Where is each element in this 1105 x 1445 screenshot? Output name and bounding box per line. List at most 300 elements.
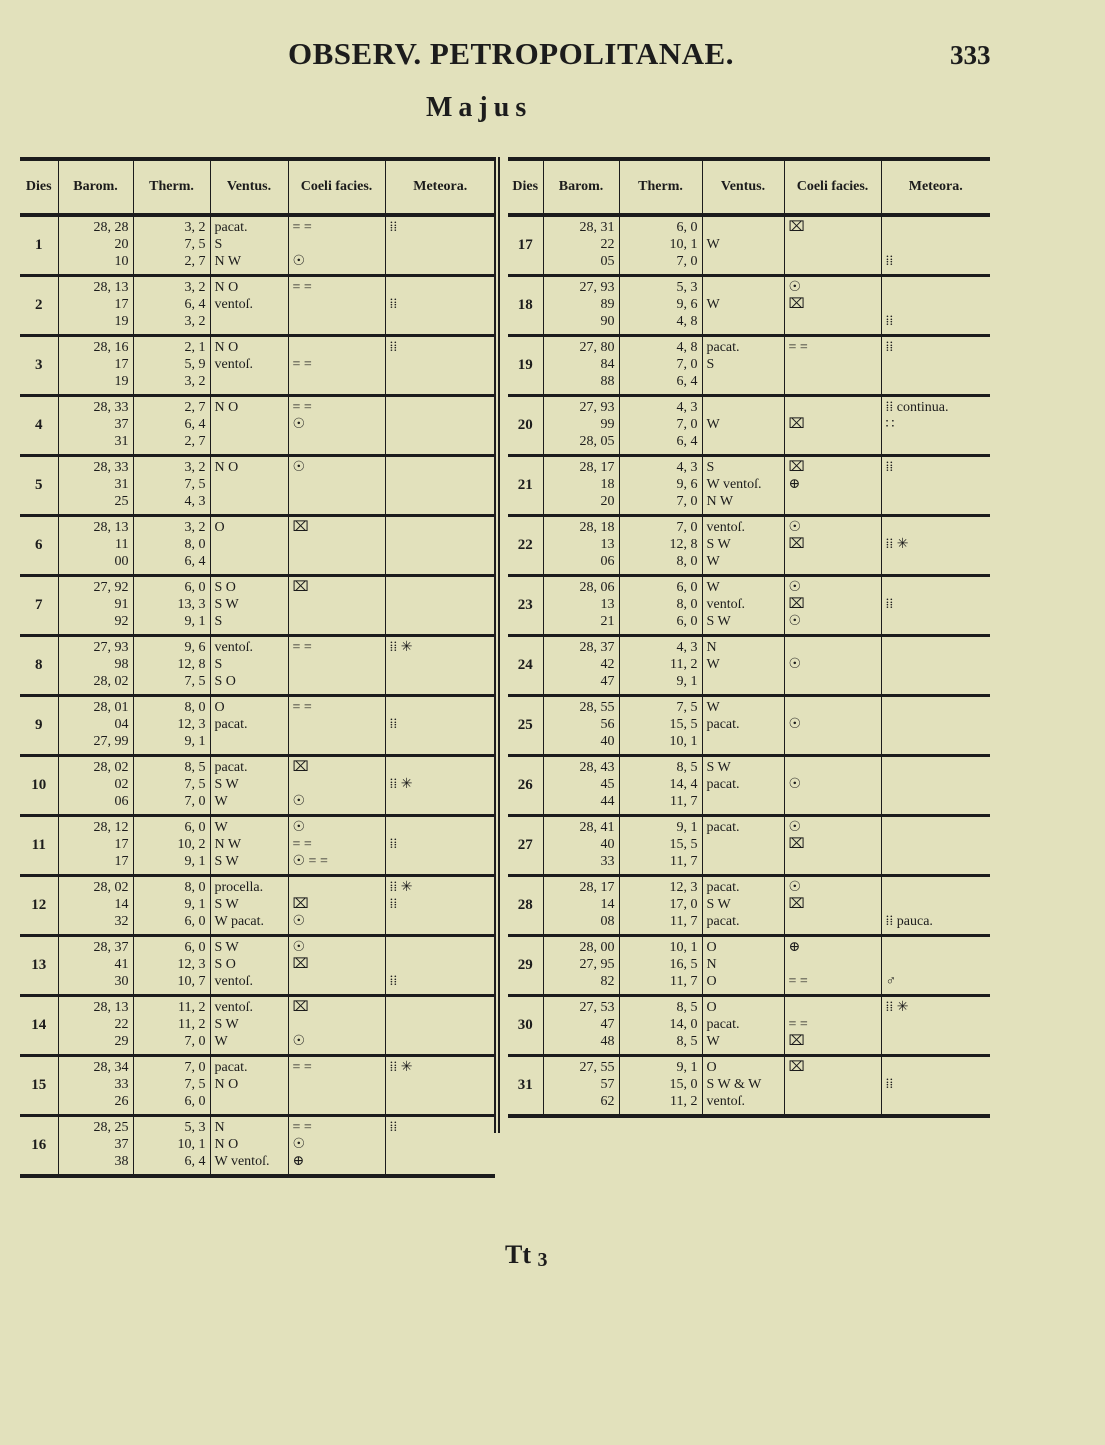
barom-reading: 10 xyxy=(114,254,129,269)
meteora-reading xyxy=(886,219,987,236)
day-number: 26 xyxy=(508,756,543,816)
coeli-reading: ☉ xyxy=(788,820,802,835)
meteora-reading xyxy=(390,579,492,596)
meteora-cell xyxy=(881,996,990,1056)
meteora-reading: ⁞⁞ ✳ xyxy=(389,640,413,655)
therm-reading: 8, 0 xyxy=(184,700,206,715)
col-barom: Barom. xyxy=(543,159,619,215)
meteora-reading xyxy=(390,733,492,750)
therm-reading: 8, 5 xyxy=(184,760,206,775)
meteora-reading: ⁞⁞ xyxy=(389,340,398,355)
coeli-reading: ⌧ xyxy=(788,897,805,912)
barom-reading: 28, 31 xyxy=(579,220,615,235)
day-number: 14 xyxy=(20,996,58,1056)
therm-reading: 9, 6 xyxy=(184,640,206,655)
barom-cell xyxy=(543,756,619,816)
coeli-cell xyxy=(288,816,385,876)
coeli-reading: ☉ xyxy=(292,417,306,432)
barom-cell xyxy=(543,636,619,696)
observation-table-left xyxy=(20,157,495,1178)
coeli-reading xyxy=(789,673,877,690)
therm-reading: 5, 3 xyxy=(676,280,698,295)
coeli-reading xyxy=(789,356,877,373)
barom-cell xyxy=(58,936,133,996)
therm-reading: 6, 0 xyxy=(184,940,206,955)
barom-reading: 25 xyxy=(114,494,129,509)
ventus-reading: pacat. xyxy=(706,880,740,895)
coeli-reading: ☉ xyxy=(292,460,306,475)
barom-cell xyxy=(58,456,133,516)
ventus-cell xyxy=(210,456,288,516)
therm-reading: 8, 0 xyxy=(184,880,206,895)
barom-reading: 04 xyxy=(114,717,129,732)
barom-cell xyxy=(58,1056,133,1116)
therm-reading: 2, 1 xyxy=(184,340,206,355)
therm-cell xyxy=(619,936,702,996)
ventus-reading: pacat. xyxy=(214,1060,248,1075)
therm-reading: 4, 3 xyxy=(676,400,698,415)
barom-cell xyxy=(543,215,619,276)
therm-reading: 9, 1 xyxy=(184,854,206,869)
day-number: 13 xyxy=(20,936,58,996)
meteora-reading xyxy=(886,1033,987,1050)
ventus-reading: W xyxy=(706,554,720,569)
ventus-reading: N xyxy=(706,640,717,655)
meteora-reading: ⁞⁞ xyxy=(885,254,894,269)
barom-reading: 27, 95 xyxy=(579,957,615,972)
coeli-reading xyxy=(789,1093,877,1110)
therm-reading: 6, 4 xyxy=(184,297,206,312)
meteora-reading xyxy=(886,579,987,596)
day-row xyxy=(20,636,495,696)
ventus-reading xyxy=(215,1093,284,1110)
coeli-cell xyxy=(288,215,385,276)
coeli-cell xyxy=(784,996,881,1056)
barom-reading: 27, 93 xyxy=(579,280,615,295)
day-row xyxy=(508,1056,990,1117)
meteora-reading xyxy=(390,656,492,673)
coeli-reading: ⌧ xyxy=(292,897,309,912)
barom-reading: 89 xyxy=(600,297,615,312)
meteora-reading xyxy=(390,1076,492,1093)
barom-reading: 13 xyxy=(600,537,615,552)
coeli-reading: ☉ xyxy=(788,280,802,295)
ventus-reading: W xyxy=(214,794,228,809)
coeli-reading: ☉ xyxy=(788,717,802,732)
col-coeli: Coeli facies. xyxy=(784,159,881,215)
ventus-cell xyxy=(702,276,784,336)
meteora-reading xyxy=(886,896,987,913)
meteora-reading xyxy=(390,399,492,416)
therm-reading: 6, 0 xyxy=(184,1094,206,1109)
therm-reading: 7, 0 xyxy=(676,494,698,509)
barom-reading: 28, 02 xyxy=(93,674,129,689)
meteora-cell xyxy=(385,936,495,996)
meteora-cell xyxy=(385,996,495,1056)
therm-cell xyxy=(619,576,702,636)
coeli-reading xyxy=(293,973,381,990)
meteora-reading xyxy=(886,639,987,656)
day-row xyxy=(20,276,495,336)
ventus-reading: pacat. xyxy=(214,220,248,235)
barom-reading: 27, 80 xyxy=(579,340,615,355)
coeli-reading: ☉ xyxy=(292,940,306,955)
ventus-reading xyxy=(215,416,284,433)
ventus-reading xyxy=(707,219,780,236)
therm-cell xyxy=(619,396,702,456)
therm-cell xyxy=(619,636,702,696)
meteora-reading xyxy=(886,553,987,570)
meteora-cell xyxy=(881,276,990,336)
therm-reading: 4, 3 xyxy=(676,460,698,475)
meteora-reading: ⁞⁞ xyxy=(885,340,894,355)
coeli-cell xyxy=(784,576,881,636)
coeli-reading: ☉ xyxy=(292,914,306,929)
coeli-cell xyxy=(784,456,881,516)
day-row xyxy=(20,936,495,996)
coeli-cell xyxy=(288,1116,385,1177)
barom-reading: 30 xyxy=(114,974,129,989)
ventus-reading: ventoſ. xyxy=(706,520,745,535)
coeli-reading: ⌧ xyxy=(788,460,805,475)
day-row xyxy=(508,215,990,276)
therm-cell xyxy=(133,516,210,576)
therm-reading: 6, 4 xyxy=(184,1154,206,1169)
barom-reading: 20 xyxy=(114,237,129,252)
coeli-cell xyxy=(288,456,385,516)
meteora-reading xyxy=(390,759,492,776)
coeli-reading: ⌧ xyxy=(788,417,805,432)
coeli-reading: ⌧ xyxy=(788,1060,805,1075)
therm-reading: 7, 0 xyxy=(676,254,698,269)
meteora-reading xyxy=(390,1093,492,1110)
coeli-cell xyxy=(288,1056,385,1116)
ventus-reading: N O xyxy=(214,1077,239,1092)
day-number: 24 xyxy=(508,636,543,696)
barom-cell xyxy=(543,816,619,876)
meteora-reading: ⁞⁞ xyxy=(389,837,398,852)
ventus-cell xyxy=(210,1116,288,1177)
therm-cell xyxy=(133,576,210,636)
meteora-reading xyxy=(390,459,492,476)
therm-reading: 5, 9 xyxy=(184,357,206,372)
col-meteora: Meteora. xyxy=(385,159,495,215)
ventus-cell xyxy=(210,215,288,276)
therm-cell xyxy=(619,1056,702,1117)
therm-reading: 12, 3 xyxy=(177,717,206,732)
coeli-reading: = = xyxy=(292,220,312,235)
meteora-reading xyxy=(390,913,492,930)
ventus-cell xyxy=(210,816,288,876)
barom-reading: 28, 02 xyxy=(93,880,129,895)
barom-cell xyxy=(543,696,619,756)
ventus-cell xyxy=(702,1056,784,1117)
barom-reading: 31 xyxy=(114,477,129,492)
barom-reading: 14 xyxy=(600,897,615,912)
barom-cell xyxy=(543,396,619,456)
coeli-reading xyxy=(789,699,877,716)
barom-cell xyxy=(58,516,133,576)
ventus-reading xyxy=(707,433,780,450)
day-number: 27 xyxy=(508,816,543,876)
coeli-reading xyxy=(293,1093,381,1110)
meteora-reading xyxy=(390,519,492,536)
ventus-reading: S xyxy=(706,357,715,372)
barom-cell xyxy=(58,276,133,336)
ventus-reading: W pacat. xyxy=(214,914,264,929)
therm-reading: 9, 1 xyxy=(676,674,698,689)
ventus-reading: S W xyxy=(706,537,731,552)
barom-reading: 47 xyxy=(600,1017,615,1032)
coeli-reading: ⌧ xyxy=(788,837,805,852)
ventus-reading: pacat. xyxy=(706,1017,740,1032)
coeli-reading xyxy=(293,553,381,570)
coeli-reading: ⊕ xyxy=(788,940,801,955)
barom-reading: 17 xyxy=(114,837,129,852)
day-row xyxy=(20,1116,495,1177)
meteora-reading xyxy=(886,519,987,536)
therm-reading: 6, 4 xyxy=(184,417,206,432)
meteora-reading xyxy=(390,1033,492,1050)
barom-reading: 28, 43 xyxy=(579,760,615,775)
coeli-reading xyxy=(293,733,381,750)
barom-reading: 05 xyxy=(600,254,615,269)
meteora-cell xyxy=(385,215,495,276)
coeli-cell xyxy=(784,636,881,696)
coeli-reading xyxy=(293,296,381,313)
therm-reading: 12, 8 xyxy=(177,657,206,672)
therm-cell xyxy=(133,876,210,936)
day-row xyxy=(20,996,495,1056)
barom-reading: 27, 93 xyxy=(579,400,615,415)
therm-reading: 8, 0 xyxy=(184,537,206,552)
barom-cell xyxy=(543,336,619,396)
therm-cell xyxy=(133,936,210,996)
barom-reading: 31 xyxy=(114,434,129,449)
therm-reading: 7, 0 xyxy=(184,794,206,809)
meteora-reading xyxy=(886,956,987,973)
barom-reading: 57 xyxy=(600,1077,615,1092)
meteora-cell xyxy=(881,636,990,696)
coeli-reading: ⌧ xyxy=(788,220,805,235)
day-number: 3 xyxy=(20,336,58,396)
ventus-reading xyxy=(215,536,284,553)
coeli-reading: = = xyxy=(292,400,312,415)
barom-cell xyxy=(543,516,619,576)
coeli-reading: ☉ xyxy=(292,254,306,269)
day-row xyxy=(20,576,495,636)
ventus-cell xyxy=(702,336,784,396)
therm-reading: 6, 0 xyxy=(676,580,698,595)
meteora-reading: ♂ xyxy=(885,974,896,989)
day-number: 7 xyxy=(20,576,58,636)
coeli-cell xyxy=(288,276,385,336)
barom-reading: 27, 53 xyxy=(579,1000,615,1015)
day-number: 2 xyxy=(20,276,58,336)
coeli-cell xyxy=(784,756,881,816)
therm-reading: 6, 4 xyxy=(184,554,206,569)
ventus-cell xyxy=(210,396,288,456)
day-row xyxy=(20,336,495,396)
therm-cell xyxy=(133,636,210,696)
ventus-reading: S xyxy=(214,237,223,252)
ventus-cell xyxy=(210,1056,288,1116)
coeli-cell xyxy=(288,756,385,816)
barom-reading: 40 xyxy=(600,837,615,852)
therm-reading: 9, 1 xyxy=(184,897,206,912)
meteora-reading xyxy=(390,699,492,716)
therm-reading: 12, 3 xyxy=(669,880,698,895)
coeli-reading: = = xyxy=(292,700,312,715)
meteora-reading xyxy=(886,793,987,810)
therm-cell xyxy=(133,816,210,876)
therm-reading: 11, 2 xyxy=(670,657,698,672)
coeli-cell xyxy=(784,936,881,996)
therm-reading: 13, 3 xyxy=(177,597,206,612)
ventus-reading: S W xyxy=(214,777,239,792)
therm-reading: 7, 0 xyxy=(184,1060,206,1075)
coeli-reading xyxy=(293,493,381,510)
barom-reading: 28, 18 xyxy=(579,520,615,535)
meteora-reading: ⁞⁞ pauca. xyxy=(885,914,933,929)
therm-reading: 2, 7 xyxy=(184,434,206,449)
coeli-reading xyxy=(293,476,381,493)
day-row xyxy=(508,456,990,516)
ventus-reading: S xyxy=(214,657,223,672)
ventus-cell xyxy=(210,276,288,336)
meteora-reading xyxy=(390,853,492,870)
barom-reading: 28, 37 xyxy=(93,940,129,955)
therm-cell xyxy=(133,696,210,756)
barom-cell xyxy=(543,936,619,996)
meteora-reading xyxy=(886,836,987,853)
ventus-cell xyxy=(702,996,784,1056)
day-row xyxy=(508,276,990,336)
therm-reading: 14, 0 xyxy=(669,1017,698,1032)
ventus-cell xyxy=(702,816,784,876)
barom-reading: 47 xyxy=(600,674,615,689)
meteora-reading: ⁞⁞ xyxy=(389,897,398,912)
ventus-reading xyxy=(215,493,284,510)
coeli-reading: = = xyxy=(292,640,312,655)
meteora-reading xyxy=(390,999,492,1016)
coeli-reading: ⌧ xyxy=(292,520,309,535)
coeli-reading: ☉ xyxy=(788,880,802,895)
barom-cell xyxy=(58,576,133,636)
barom-reading: 28, 01 xyxy=(93,700,129,715)
therm-reading: 11, 7 xyxy=(670,914,698,929)
therm-reading: 3, 2 xyxy=(184,460,206,475)
coeli-cell xyxy=(288,576,385,636)
coeli-reading: ☉ xyxy=(788,520,802,535)
ventus-reading: W xyxy=(214,1034,228,1049)
ventus-cell xyxy=(210,756,288,816)
barom-reading: 22 xyxy=(600,237,615,252)
meteora-cell xyxy=(881,215,990,276)
barom-reading: 28, 34 xyxy=(93,1060,129,1075)
therm-reading: 6, 0 xyxy=(184,914,206,929)
ventus-reading xyxy=(707,279,780,296)
day-number: 20 xyxy=(508,396,543,456)
day-row xyxy=(20,456,495,516)
meteora-reading: ∷ xyxy=(885,417,895,432)
meteora-reading xyxy=(886,733,987,750)
coeli-reading xyxy=(293,776,381,793)
therm-reading: 8, 0 xyxy=(676,597,698,612)
coeli-reading: = = xyxy=(788,974,808,989)
meteora-reading xyxy=(390,476,492,493)
therm-reading: 10, 1 xyxy=(669,734,698,749)
meteora-reading xyxy=(886,699,987,716)
meteora-cell xyxy=(881,576,990,636)
meteora-reading xyxy=(390,1153,492,1170)
meteora-cell xyxy=(881,456,990,516)
day-row xyxy=(20,756,495,816)
barom-cell xyxy=(543,576,619,636)
day-number: 12 xyxy=(20,876,58,936)
therm-cell xyxy=(619,215,702,276)
therm-cell xyxy=(619,276,702,336)
barom-cell xyxy=(58,756,133,816)
coeli-reading xyxy=(789,313,877,330)
coeli-reading xyxy=(789,253,877,270)
barom-reading: 28, 37 xyxy=(579,640,615,655)
meteora-cell xyxy=(881,936,990,996)
barom-cell xyxy=(543,876,619,936)
coeli-reading xyxy=(789,956,877,973)
meteora-reading xyxy=(390,819,492,836)
ventus-reading: W ventoſ. xyxy=(214,1154,270,1169)
therm-cell xyxy=(133,1116,210,1177)
ventus-reading: W xyxy=(706,237,720,252)
meteora-cell xyxy=(385,696,495,756)
therm-reading: 8, 5 xyxy=(676,1000,698,1015)
meteora-reading xyxy=(886,493,987,510)
barom-cell xyxy=(58,696,133,756)
therm-reading: 10, 1 xyxy=(669,940,698,955)
day-number: 19 xyxy=(508,336,543,396)
day-number: 4 xyxy=(20,396,58,456)
ventus-reading: S W xyxy=(214,1017,239,1032)
day-row xyxy=(508,576,990,636)
therm-cell xyxy=(619,516,702,576)
col-barom: Barom. xyxy=(58,159,133,215)
barom-reading: 20 xyxy=(600,494,615,509)
therm-reading: 16, 5 xyxy=(669,957,698,972)
month-heading: Majus xyxy=(426,92,533,123)
barom-reading: 28, 25 xyxy=(93,1120,129,1135)
ventus-cell xyxy=(702,516,784,576)
barom-cell xyxy=(58,215,133,276)
ventus-reading xyxy=(707,853,780,870)
day-number: 17 xyxy=(508,215,543,276)
page-number: 333 xyxy=(950,40,991,70)
coeli-cell xyxy=(288,936,385,996)
ventus-reading: procella. xyxy=(214,880,264,895)
meteora-cell xyxy=(385,516,495,576)
meteora-reading: ⁞⁞ xyxy=(885,460,894,475)
meteora-cell xyxy=(881,396,990,456)
barom-cell xyxy=(58,816,133,876)
coeli-cell xyxy=(288,876,385,936)
therm-reading: 8, 5 xyxy=(676,760,698,775)
barom-reading: 28, 17 xyxy=(579,460,615,475)
meteora-cell xyxy=(385,456,495,516)
ventus-reading: S W xyxy=(706,897,731,912)
therm-cell xyxy=(619,696,702,756)
ventus-reading xyxy=(215,433,284,450)
therm-cell xyxy=(133,996,210,1056)
